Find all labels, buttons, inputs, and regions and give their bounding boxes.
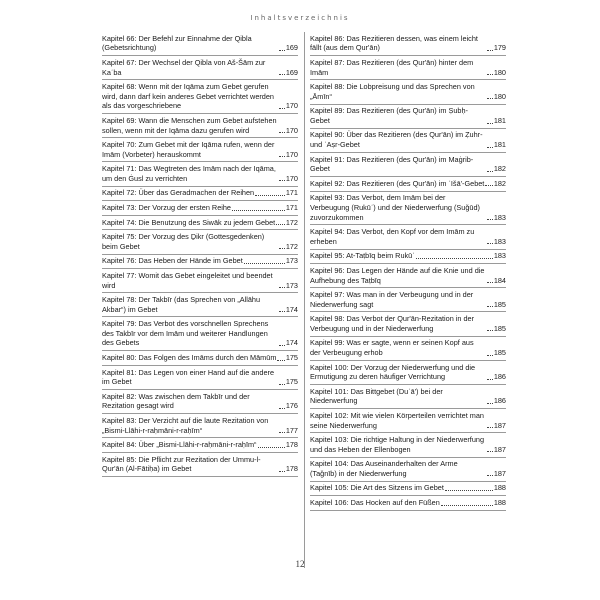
toc-entry-title: Kapitel 81: Das Legen von einer Hand auf die andere im Gebet bbox=[102, 367, 275, 387]
toc-entry-title: Kapitel 75: Der Vorzug des Ḏikr (Gottesgedenken) beim Gebet bbox=[102, 232, 265, 251]
toc-entry bbox=[102, 438, 298, 453]
toc-entry-page: 185 bbox=[493, 299, 506, 309]
toc-entry bbox=[102, 187, 298, 202]
toc-entry-title: Kapitel 85: Die Pflicht zur Rezitation der Ummu-l-Qur'ān (Al-Fātiḥa) im Gebet bbox=[102, 454, 261, 474]
toc-entry bbox=[310, 250, 506, 265]
toc-entry bbox=[310, 337, 506, 361]
toc-entry-title: Kapitel 73: Der Vorzug der ersten Reihe bbox=[102, 203, 231, 212]
toc-leader-dots bbox=[279, 73, 285, 75]
toc-entry-title: Kapitel 70: Zum Gebet mit der Iqāma rufen, wenn der Imām (Vorbeter) herauskommt bbox=[102, 140, 275, 159]
toc-entry bbox=[310, 433, 506, 457]
toc-entry-title: Kapitel 69: Wann die Menschen zum Gebet aufstehen sollen, wenn mit der Iqāma dazu gerufen wird bbox=[102, 115, 277, 135]
toc-entry-title: Kapitel 91: Das Rezitieren (des Qur'ān) im Maġrib-Gebet bbox=[310, 154, 474, 174]
toc-entry bbox=[310, 80, 506, 104]
toc-entry bbox=[310, 264, 506, 288]
toc-entry-page: 187 bbox=[493, 420, 506, 430]
toc-leader-dots bbox=[487, 329, 493, 331]
toc-entry bbox=[102, 56, 298, 80]
toc-entry bbox=[102, 390, 298, 414]
toc-entry-title: Kapitel 82: Was zwischen dem Takbīr und der Rezitation gesagt wird bbox=[102, 391, 250, 411]
toc-leader-dots bbox=[244, 262, 285, 264]
toc-entry-page: 186 bbox=[493, 372, 506, 382]
toc-leader-dots bbox=[487, 242, 493, 244]
toc-entry bbox=[102, 293, 298, 317]
toc-leader-dots bbox=[279, 49, 285, 51]
toc-entry-title: Kapitel 87: Das Rezitieren (des Qur'ān) hinter dem Imām bbox=[310, 57, 474, 77]
toc-entry-page: 183 bbox=[493, 236, 506, 246]
toc-entry-page: 182 bbox=[493, 178, 506, 188]
toc-entry-page: 170 bbox=[285, 173, 298, 183]
column-divider bbox=[304, 32, 305, 568]
toc-entry bbox=[310, 192, 506, 226]
toc-leader-dots bbox=[441, 504, 493, 506]
toc-entry-page: 181 bbox=[493, 115, 506, 125]
toc-entry-page: 187 bbox=[493, 444, 506, 454]
toc-leader-dots bbox=[232, 209, 285, 211]
toc-leader-dots bbox=[487, 170, 493, 172]
toc-entry bbox=[102, 230, 298, 254]
toc-entry-page: 173 bbox=[285, 256, 298, 266]
toc-entry-title: Kapitel 104: Das Auseinanderhalten der Arme (Taǧnīb) in der Niederwerfung bbox=[310, 459, 458, 478]
toc-entry-title: Kapitel 66: Der Befehl zur Einnahme der Qibla (Gebetsrichtung) bbox=[102, 33, 252, 53]
toc-entry bbox=[102, 366, 298, 390]
toc-entry-page: 182 bbox=[493, 164, 506, 174]
toc-leader-dots bbox=[487, 305, 493, 307]
toc-entry-page: 183 bbox=[493, 251, 506, 261]
toc-entry-title: Kapitel 78: Der Takbīr (das Sprechen von „Allāhu Akbar“) im Gebet bbox=[102, 295, 261, 314]
toc-entry bbox=[310, 458, 506, 482]
toc-entry-title: Kapitel 89: Das Rezitieren (des Qur'ān) im Ṣubḥ-Gebet bbox=[310, 106, 468, 125]
toc-entry bbox=[310, 288, 506, 312]
toc-entry-title: Kapitel 72: Über das Geradmachen der Reihen bbox=[102, 188, 255, 198]
toc-entry bbox=[310, 105, 506, 129]
toc-entry-title: Kapitel 88: Die Lobpreisung und das Sprechen von „Āmīn“ bbox=[310, 82, 475, 101]
toc-entry-page: 171 bbox=[285, 203, 298, 212]
toc-entry-page: 172 bbox=[285, 241, 298, 251]
toc-entry-page: 180 bbox=[493, 91, 506, 101]
toc-entry bbox=[310, 385, 506, 409]
toc-entry-title: Kapitel 77: Womit das Gebet eingeleitet und beendet wird bbox=[102, 270, 273, 290]
toc-entry-page: 170 bbox=[285, 149, 298, 159]
toc-entry bbox=[310, 361, 506, 385]
toc-entry-page: 176 bbox=[285, 401, 298, 411]
toc-entry-page: 179 bbox=[493, 43, 506, 53]
toc-entry-page: 187 bbox=[493, 468, 506, 478]
toc-entry-title: Kapitel 79: Das Verbot des vorschnellen Sprechens des Takbīr vor dem Imām und weiterer Handlungen des Gebets bbox=[102, 319, 269, 348]
toc-entry-title: Kapitel 68: Wenn mit der Iqāma zum Gebet gerufen wird, dann darf kein anderes Gebet verrichtet werden als das vorgeschriebene bbox=[102, 82, 274, 111]
toc-entry-title: Kapitel 84: Über „Bismi-Llāhi-r-raḥmāni-r-raḥīm“ bbox=[102, 440, 257, 450]
toc-entry-title: Kapitel 96: Das Legen der Hände auf die Knie und die Aufhebung des Taṭbīq bbox=[310, 265, 485, 285]
toc-leader-dots bbox=[279, 383, 285, 385]
toc-leader-dots bbox=[487, 97, 493, 99]
toc-leader-dots bbox=[487, 354, 493, 356]
toc-entry-title: Kapitel 97: Was man in der Verbeugung und in der Niederwerfung sagt bbox=[310, 290, 474, 309]
toc-entry-page: 185 bbox=[493, 348, 506, 358]
toc-entry bbox=[310, 409, 506, 433]
toc-entry-page: 175 bbox=[285, 353, 298, 363]
toc-entry bbox=[310, 225, 506, 249]
toc-leader-dots bbox=[276, 223, 285, 225]
toc-leader-dots bbox=[279, 344, 285, 346]
toc-entry-title: Kapitel 80: Das Folgen des Imāms durch den Māmūm bbox=[102, 353, 277, 363]
toc-entry bbox=[102, 114, 298, 138]
toc-entry bbox=[310, 482, 506, 497]
toc-leader-dots bbox=[487, 218, 493, 220]
toc-leader-dots bbox=[487, 402, 493, 404]
toc-entry bbox=[102, 414, 298, 438]
toc-leader-dots bbox=[279, 407, 285, 409]
toc-entry-page: 174 bbox=[285, 304, 298, 314]
toc-leader-dots bbox=[279, 155, 285, 157]
toc-entry bbox=[102, 317, 298, 351]
toc-leader-dots bbox=[487, 426, 493, 428]
toc-entry bbox=[102, 216, 298, 231]
toc-entry-page: 180 bbox=[493, 67, 506, 77]
toc-entry-page: 170 bbox=[285, 125, 298, 135]
toc-entry-page: 171 bbox=[285, 188, 298, 198]
toc-entry-page: 170 bbox=[285, 101, 298, 111]
page-number: 12 bbox=[295, 559, 305, 569]
toc-leader-dots bbox=[279, 179, 285, 181]
toc-entry bbox=[102, 255, 298, 270]
toc-entry bbox=[102, 80, 298, 114]
toc-entry-title: Kapitel 92: Das Rezitieren (des Qur'ān) im ʿIšā'-Gebet bbox=[310, 178, 485, 188]
toc-leader-dots bbox=[277, 359, 284, 361]
toc-entry-page: 184 bbox=[493, 275, 506, 285]
toc-entry-title: Kapitel 95: At-Taṭbīq beim Rukūʿ bbox=[310, 251, 415, 261]
toc-leader-dots bbox=[487, 49, 493, 51]
toc-entry-title: Kapitel 102: Mit wie vielen Körperteilen verrichtet man seine Niederwerfung bbox=[310, 410, 484, 430]
toc-entry-title: Kapitel 105: Die Art des Sitzens im Gebet bbox=[310, 483, 444, 493]
toc-entry bbox=[102, 453, 298, 477]
toc-entry bbox=[310, 56, 506, 80]
toc-entry-page: 177 bbox=[285, 425, 298, 435]
toc-entry-page: 174 bbox=[285, 338, 298, 348]
toc-entry bbox=[310, 312, 506, 336]
toc-right-column bbox=[310, 32, 506, 511]
toc-leader-dots bbox=[279, 470, 285, 472]
toc-leader-dots bbox=[279, 131, 285, 133]
toc-entry-title: Kapitel 94: Das Verbot, den Kopf vor dem Imām zu erheben bbox=[310, 227, 475, 246]
toc-left-column bbox=[102, 32, 298, 477]
toc-leader-dots bbox=[255, 194, 285, 196]
toc-entry bbox=[102, 162, 298, 186]
toc-entry bbox=[102, 32, 298, 56]
toc-entry-page: 188 bbox=[493, 498, 506, 508]
toc-entry-title: Kapitel 98: Das Verbot der Qur'ān-Rezitation in der Verbeugung und in der Niederwerfung bbox=[310, 314, 475, 333]
toc-entry bbox=[102, 269, 298, 293]
toc-entry-page: 175 bbox=[285, 377, 298, 387]
toc-leader-dots bbox=[279, 286, 285, 288]
toc-leader-dots bbox=[416, 257, 493, 259]
toc-entry bbox=[310, 177, 506, 192]
toc-entry-title: Kapitel 67: Der Wechsel der Qibla von Aš-Šām zur Kaʿba bbox=[102, 57, 266, 77]
toc-leader-dots bbox=[258, 446, 285, 448]
toc-entry-title: Kapitel 76: Das Heben der Hände im Gebet bbox=[102, 256, 243, 266]
toc-entry bbox=[310, 129, 506, 153]
toc-leader-dots bbox=[485, 184, 492, 186]
toc-leader-dots bbox=[279, 310, 285, 312]
toc-leader-dots bbox=[487, 146, 493, 148]
toc-entry-page: 178 bbox=[285, 464, 298, 474]
toc-entry-title: Kapitel 101: Das Bittgebet (Duʿā') bei der Niederwerfung bbox=[310, 386, 443, 406]
toc-leader-dots bbox=[487, 450, 493, 452]
toc-leader-dots bbox=[445, 489, 493, 491]
toc-leader-dots bbox=[487, 474, 493, 476]
toc-leader-dots bbox=[279, 107, 285, 109]
toc-entry-page: 178 bbox=[285, 440, 298, 450]
toc-entry-title: Kapitel 90: Über das Rezitieren (des Qur'ān) im Ẓuhr- und ʿAṣr-Gebet bbox=[310, 130, 483, 150]
toc-entry-page: 181 bbox=[493, 140, 506, 150]
toc-leader-dots bbox=[279, 247, 285, 249]
toc-entry bbox=[102, 351, 298, 366]
toc-leader-dots bbox=[487, 73, 493, 75]
toc-entry-page: 172 bbox=[285, 217, 298, 227]
toc-entry-title: Kapitel 99: Was er sagte, wenn er seinen Kopf aus der Verbeugung erhob bbox=[310, 338, 474, 358]
toc-entry-page: 188 bbox=[493, 483, 506, 493]
toc-entry-title: Kapitel 93: Das Verbot, dem Imām bei der Verbeugung (Rukūʿ) und der Niederwerfung (Suǧūd) zuvorzukommen bbox=[310, 193, 480, 222]
toc-leader-dots bbox=[487, 122, 493, 124]
toc-entry-title: Kapitel 83: Der Verzicht auf die laute Rezitation von „Bismi-Llāhi-r-raḥmāni-r-raḥīm“ bbox=[102, 415, 269, 435]
toc-entry-title: Kapitel 74: Die Benutzung des Siwāk zu jedem Gebet bbox=[102, 217, 276, 227]
toc-entry-page: 183 bbox=[493, 212, 506, 222]
toc-entry-title: Kapitel 86: Das Rezitieren dessen, was einem leicht fällt (aus dem Qur'ān) bbox=[310, 33, 478, 53]
toc-leader-dots bbox=[487, 378, 493, 380]
toc-entry bbox=[310, 32, 506, 56]
toc-entry-page: 169 bbox=[285, 67, 298, 77]
toc-entry-title: Kapitel 71: Das Wegtreten des Imām nach der Iqāma, um den Ġusl zu verrichten bbox=[102, 164, 276, 183]
toc-entry bbox=[102, 138, 298, 162]
toc-entry-page: 186 bbox=[493, 396, 506, 406]
toc-leader-dots bbox=[279, 431, 285, 433]
toc-entry-title: Kapitel 106: Das Hocken auf den Füßen bbox=[310, 498, 440, 508]
toc-entry-title: Kapitel 103: Die richtige Haltung in der Niederwerfung und das Heben der Ellenbogen bbox=[310, 435, 485, 454]
toc-leader-dots bbox=[487, 281, 493, 283]
toc-entry-page: 173 bbox=[285, 280, 298, 290]
toc-entry-page: 169 bbox=[285, 43, 298, 53]
toc-entry bbox=[310, 496, 506, 511]
toc-entry-page: 185 bbox=[493, 323, 506, 333]
toc-entry bbox=[102, 201, 298, 216]
toc-entry-title: Kapitel 100: Der Vorzug der Niederwerfung und die Ermutigung zu deren häufiger Verrichtung bbox=[310, 362, 476, 382]
toc-entry bbox=[310, 153, 506, 177]
running-header: Inhaltsverzeichnis bbox=[250, 14, 350, 22]
